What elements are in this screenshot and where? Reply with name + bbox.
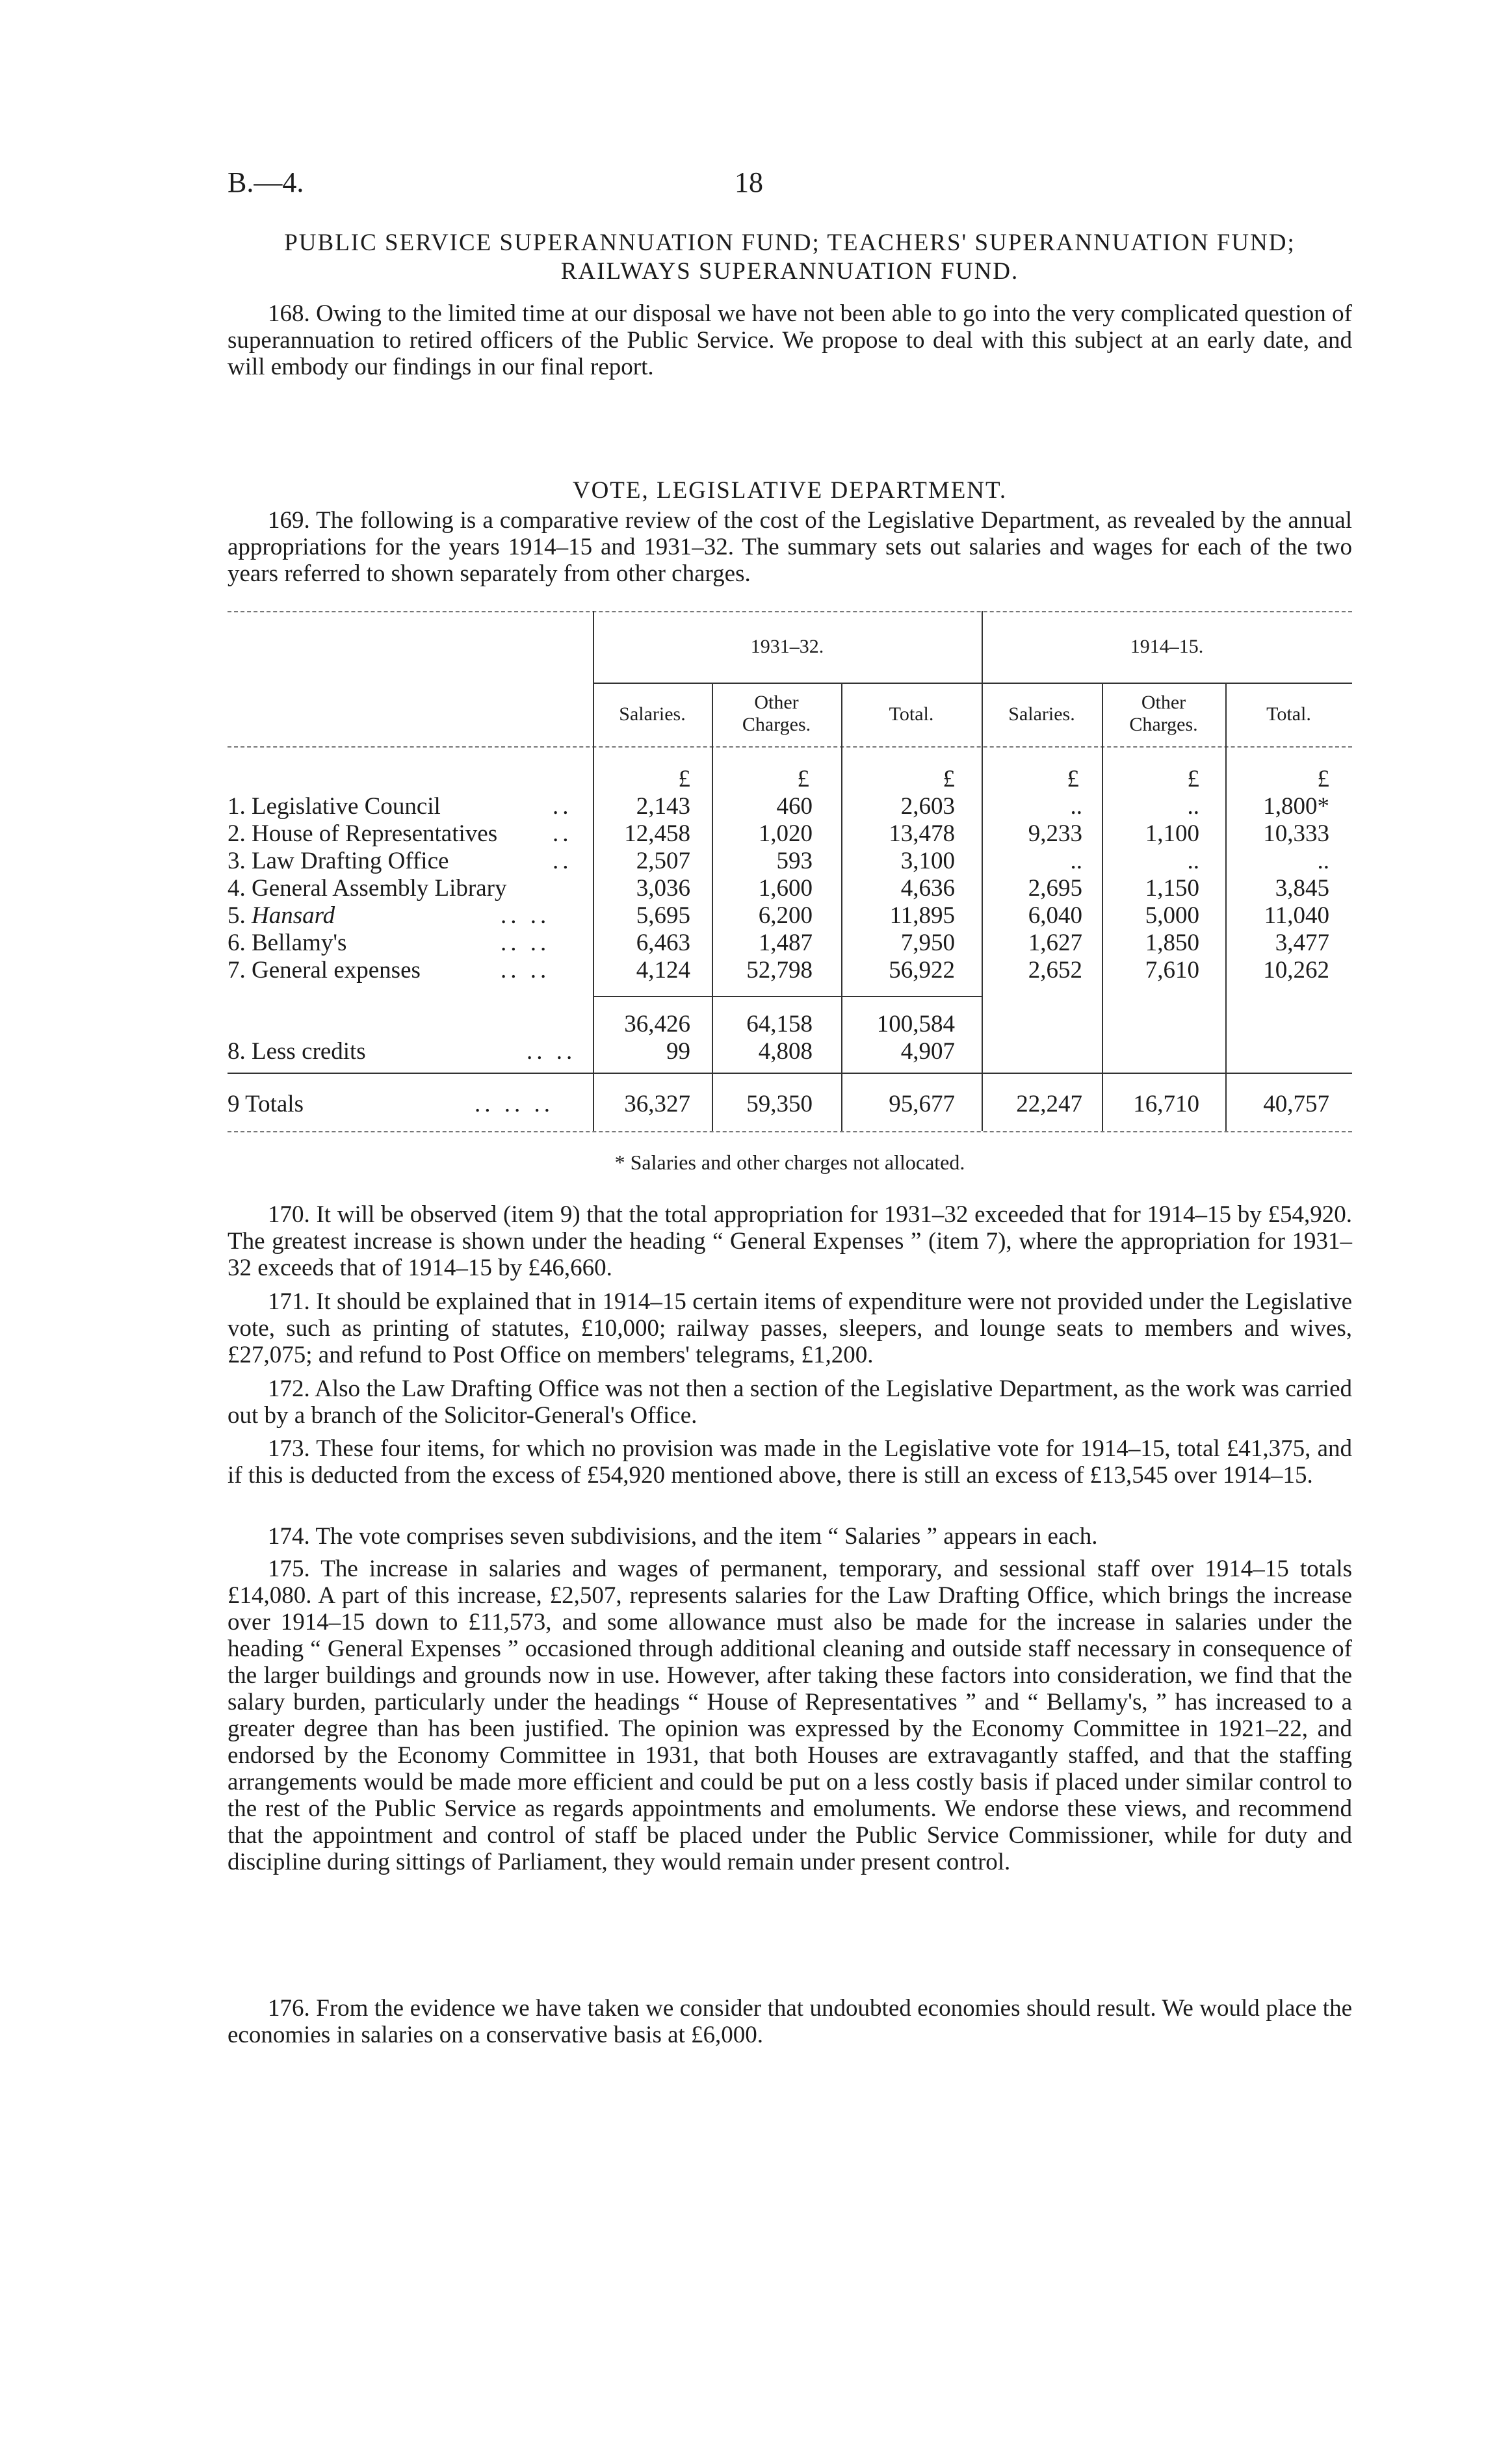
table-top-rule [228, 611, 1352, 612]
table-cell: 52,798 [746, 957, 813, 984]
paragraph-174: 174. The vote comprises seven subdivisions, and the item “ Salaries ” appears in each. [268, 1523, 1098, 1550]
currency-mark: £ [678, 766, 690, 792]
table-cell: 6,040 [1028, 902, 1082, 929]
row-label: 1. Legislative Council [228, 793, 441, 820]
section-heading-superannuation: PUBLIC SERVICE SUPERANNUATION FUND; TEACHERS' SUPERANNUATION FUND; RAILWAYS SUPERANNUATION FUND. [284, 229, 1296, 285]
page-number: 18 [735, 166, 763, 198]
leader-dots: .. [553, 820, 573, 847]
table-cell: 11,895 [889, 902, 955, 929]
table-cell: 5,000 [1145, 902, 1199, 929]
subtotal-other: 64,158 [746, 1011, 813, 1037]
table-cell: 2,143 [636, 793, 690, 820]
leader-dots: .. .. [501, 957, 551, 984]
table-bottom-rule [228, 1131, 1352, 1132]
paragraph-171: 171. It should be explained that in 1914–15 certain items of expenditure were not provided under the Legislative vote, such as printing of statutes, £10,000; railway passes, sleepers, and lounge seats to members and wives, £27,075; and refund to Post Office on members' telegrams, £1,200. [228, 1288, 1352, 1368]
totals-top-rule [228, 1073, 1352, 1074]
totals-salaries-a: 36,327 [624, 1091, 690, 1117]
row-label: 4. General Assembly Library [228, 875, 507, 902]
currency-mark: £ [943, 766, 955, 792]
comparison-table [228, 611, 1352, 1157]
subtotal-salaries: 36,426 [624, 1011, 690, 1037]
table-cell: 5,695 [636, 902, 690, 929]
table-cell: 2,652 [1028, 957, 1082, 984]
document-reference: B.—4. [228, 166, 304, 198]
table-cell: 1,020 [758, 820, 813, 847]
paragraph-172: 172. Also the Law Drafting Office was not then a section of the Legislative Department, as the work was carried out by a branch of the Solicitor-General's Office. [228, 1375, 1352, 1429]
leader-dots: .. .. [501, 930, 551, 956]
less-credits-salaries: 99 [666, 1038, 690, 1065]
table-cell: 2,507 [636, 848, 690, 874]
currency-mark: £ [797, 766, 809, 792]
table-cell: 9,233 [1028, 820, 1082, 847]
col-header-salaries-b: Salaries. [1008, 703, 1075, 725]
table-cell: 13,478 [889, 820, 955, 847]
paragraph-175: 175. The increase in salaries and wages of permanent, temporary, and sessional staff over 1914–15 totals £14,080. A part of this increase, £2,507, represents salaries for the Law Drafting Office, which brings the increase over 1914–15 down to £11,573, and some allowance must also be made for the increase in salaries under the heading “ General Expenses ” occasioned through additional cleaning and outside staff necessary in consequence of the larger buildings and grounds now in use. However, after taking these factors into consideration, we find that the salary burden, particularly under the headings “ House of Representatives ” and “ Bellamy's, ” has increased to a greater degree than has been justified. The opinion was expressed by the Economy Committee in 1921–22, and endorsed by the Economy Committee in 1931, that both Houses are extravagantly staffed, and that the staffing arrangements would be made more efficient and could be put on a less costly basis if placed under similar control to the rest of the Public Service as regards appointments and emoluments. We endorse these views, and recommend that the appointment and control of staff be placed under the Public Service Commissioner, while for duty and discipline during sittings of Parliament, they would remain under present control. [228, 1556, 1352, 1875]
table-cell: 3,845 [1275, 875, 1329, 902]
less-credits-other: 4,808 [758, 1038, 813, 1065]
row-label-totals: 9 Totals [228, 1091, 304, 1117]
table-cell: 2,695 [1028, 875, 1082, 902]
totals-other-b: 16,710 [1133, 1091, 1199, 1117]
col-header-other-b: Other Charges. [1129, 692, 1198, 735]
table-footnote: * Salaries and other charges not allocated. [614, 1151, 965, 1174]
leader-dots: .. .. .. [475, 1091, 554, 1117]
table-cell: .. [1187, 793, 1199, 820]
paragraph-170: 170. It will be observed (item 9) that the total appropriation for 1931–32 exceeded that for 1914–15 by £54,920. The greatest increase is shown under the heading “ General Expenses ” (item 7), where the appropriation for 1931–32 exceeds that of 1914–15 by £46,660. [228, 1201, 1352, 1281]
group-header-1914: 1914–15. [1130, 636, 1204, 657]
row-label: 5. Hansard [228, 902, 335, 929]
table-cell: 3,477 [1275, 930, 1329, 956]
table-cell: 7,950 [900, 930, 955, 956]
table-cell: 2,603 [900, 793, 955, 820]
table-cell: 12,458 [624, 820, 690, 847]
section-heading-legislative: VOTE, LEGISLATIVE DEPARTMENT. [572, 477, 1008, 504]
group-rule [593, 683, 1352, 684]
col-header-total-b: Total. [1266, 703, 1311, 725]
table-cell: 6,200 [758, 902, 813, 929]
subtotal-total: 100,584 [876, 1011, 955, 1037]
row-label: 2. House of Representatives [228, 820, 498, 847]
totals-salaries-b: 22,247 [1016, 1091, 1082, 1117]
col-header-other-a: Other Charges. [742, 692, 811, 735]
table-cell: 3,036 [636, 875, 690, 902]
leader-dots: .. .. [527, 1038, 577, 1065]
leader-dots: .. [553, 848, 573, 874]
paragraph-173: 173. These four items, for which no provision was made in the Legislative vote for 1914–15, total £41,375, and if this is deducted from the excess of £54,920 mentioned above, there is still an excess of £13,545 over 1914–15. [228, 1435, 1352, 1489]
table-cell: 11,040 [1264, 902, 1329, 929]
table-cell: 1,600 [758, 875, 813, 902]
header-rule [228, 746, 1352, 748]
group-header-1931: 1931–32. [750, 636, 824, 657]
table-cell: 1,487 [758, 930, 813, 956]
leader-dots: .. .. [501, 902, 551, 929]
currency-mark: £ [1317, 766, 1329, 792]
col-header-total-a: Total. [889, 703, 934, 725]
leader-dots: .. [553, 793, 573, 820]
subtotal-rule [593, 996, 982, 997]
row-label: 6. Bellamy's [228, 930, 347, 956]
table-cell: 4,636 [900, 875, 955, 902]
paragraph-169: 169. The following is a comparative review of the cost of the Legislative Department, as revealed by the annual appropriations for the years 1914–15 and 1931–32. The summary sets out salaries and wages for each of the two years referred to shown separately from other charges. [228, 507, 1352, 587]
row-label: 3. Law Drafting Office [228, 848, 449, 874]
table-cell: 1,150 [1145, 875, 1199, 902]
totals-total-b: 40,757 [1263, 1091, 1329, 1117]
table-cell: 6,463 [636, 930, 690, 956]
table-cell: 10,262 [1263, 957, 1329, 984]
table-cell: 1,627 [1028, 930, 1082, 956]
table-cell: 593 [776, 848, 813, 874]
totals-total-a: 95,677 [889, 1091, 955, 1117]
table-cell: 56,922 [889, 957, 955, 984]
table-cell: .. [1317, 848, 1329, 874]
row-label: 7. General expenses [228, 957, 421, 984]
table-cell: .. [1187, 848, 1199, 874]
table-cell: 4,124 [636, 957, 690, 984]
less-credits-total: 4,907 [900, 1038, 955, 1065]
table-cell: 7,610 [1145, 957, 1199, 984]
paragraph-176: 176. From the evidence we have taken we consider that undoubted economies should result. We would place the economies in salaries on a conservative basis at £6,000. [228, 1995, 1352, 2048]
table-cell: .. [1070, 848, 1082, 874]
table-cell: 1,800* [1263, 793, 1329, 820]
row-label-less-credits: 8. Less credits [228, 1038, 366, 1065]
currency-mark: £ [1187, 766, 1199, 792]
table-cell: 3,100 [900, 848, 955, 874]
currency-mark: £ [1067, 766, 1079, 792]
table-cell: 460 [776, 793, 813, 820]
table-cell: .. [1070, 793, 1082, 820]
table-cell: 1,100 [1145, 820, 1199, 847]
table-cell: 10,333 [1263, 820, 1329, 847]
col-header-salaries-a: Salaries. [619, 703, 686, 725]
paragraph-168: 168. Owing to the limited time at our disposal we have not been able to go into the very complicated question of superannuation to retired officers of the Public Service. We propose to deal with this subject at an early date, and will embody our findings in our final report. [228, 300, 1352, 380]
totals-other-a: 59,350 [746, 1091, 813, 1117]
table-cell: 1,850 [1145, 930, 1199, 956]
